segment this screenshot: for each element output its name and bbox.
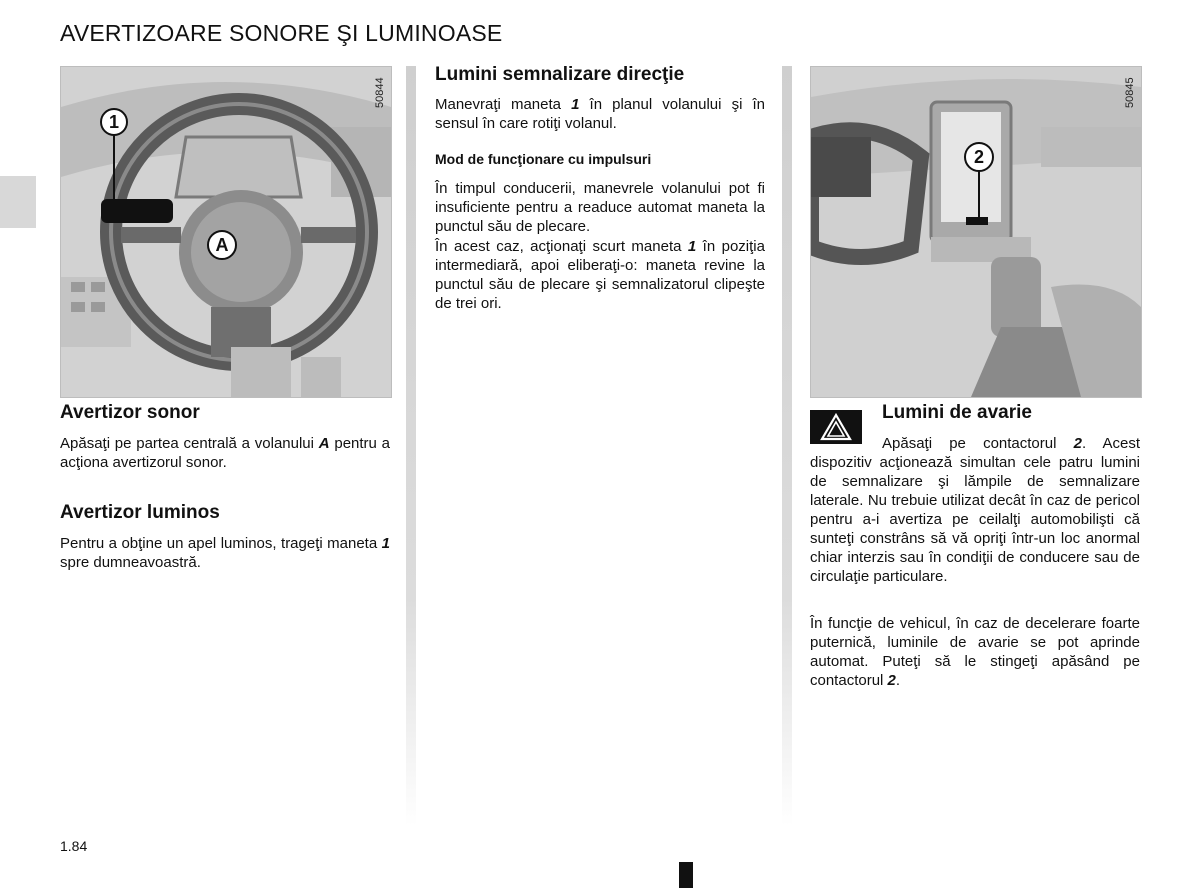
heading-lumini-avarie: Lumini de avarie — [882, 402, 1032, 423]
text: În acest caz, acţionaţi scurt maneta — [435, 238, 688, 255]
text: spre dumneavoastră. — [60, 554, 201, 571]
callout-1-line — [113, 134, 115, 204]
page-title: AVERTIZOARE SONORE ŞI LUMINOASE — [60, 20, 503, 46]
callout-a — [207, 230, 237, 260]
paragraph-in-acest-caz — [435, 237, 765, 313]
text: În funcţie de vehicul, în caz de decelerare foarte puternică, luminile de avarie se pot aprinde automat. Puteţi să le stingeţi apăsând pe contactorul — [810, 615, 1140, 689]
callout-2 — [964, 142, 994, 172]
text: în poziţia intermediară, apoi eliberaţi-o: maneta revine la punctul său de plecare şi semnalizatorul clipeşte de trei ori. — [435, 238, 765, 312]
ref-1: 1 — [381, 535, 390, 552]
ref-1: 1 — [687, 238, 697, 255]
callout-1 — [100, 108, 128, 136]
paragraph-avertizor-sonor — [60, 434, 390, 472]
paragraph-in-functie-de-vehicul — [810, 614, 1140, 690]
image-reference-number: 50844 — [374, 77, 386, 108]
ref-2: 2 — [887, 672, 896, 689]
column-divider-right — [782, 66, 792, 826]
paragraph-apasati-contactorul — [810, 434, 1140, 586]
text: pentru a acţiona avertizorul sonor. — [60, 435, 390, 471]
paragraph-avertizor-luminos — [60, 534, 390, 572]
image-reference-number: 50845 — [1124, 77, 1136, 108]
text: Pentru a obţine un apel luminos, trageţi maneta — [60, 535, 382, 552]
callout-a-label: A — [215, 235, 229, 255]
dashboard-console-photo — [810, 66, 1142, 398]
text: Apăsaţi pe partea centrală a volanului — [60, 435, 319, 452]
ref-1: 1 — [571, 96, 580, 113]
heading-avertizor-sonor: Avertizor sonor — [60, 402, 200, 423]
ref-2: 2 — [1073, 435, 1082, 452]
section-tab-marker — [0, 176, 36, 228]
heading-lumini-semnalizare: Lumini semnalizare direcţie — [435, 64, 685, 85]
page-edge-marker — [679, 862, 693, 888]
page-number: 1.84 — [60, 838, 88, 854]
text: în planul volanului şi în sensul în care rotiţi volanul. — [435, 96, 766, 132]
callout-2-label: 2 — [973, 147, 984, 167]
heading-avertizor-luminos: Avertizor luminos — [60, 502, 220, 523]
column-divider-left — [406, 66, 416, 826]
paragraph-manevrati — [435, 95, 765, 133]
text: Manevraţi maneta — [435, 96, 572, 113]
paragraph-in-timpul: În timpul conducerii, manevrele volanului pot fi insuficiente pentru a readuce automat maneta la punctul său de plecare. — [435, 180, 765, 235]
callout-2-line — [978, 171, 980, 217]
text: . — [895, 672, 901, 689]
subheading-mod-impulsuri: Mod de funcţionare cu impulsuri — [435, 151, 652, 167]
ref-a: A — [318, 435, 330, 452]
text: . Acest dispozitiv acţionează simultan cele patru lumini de semnalizare şi lămpile de semnalizare laterale. Nu trebuie utilizat decât în caz de pericol pentru a-i avertiza pe ceilalţi automobilişti că sunteţi constrâns să vă opriţi într-un loc anormal chiar interzis sau în condiţii de conducere sau de circulaţie particulare. — [810, 435, 1140, 585]
text: Apăsaţi pe contactorul — [882, 435, 1074, 452]
callout-1-label: 1 — [108, 112, 119, 132]
